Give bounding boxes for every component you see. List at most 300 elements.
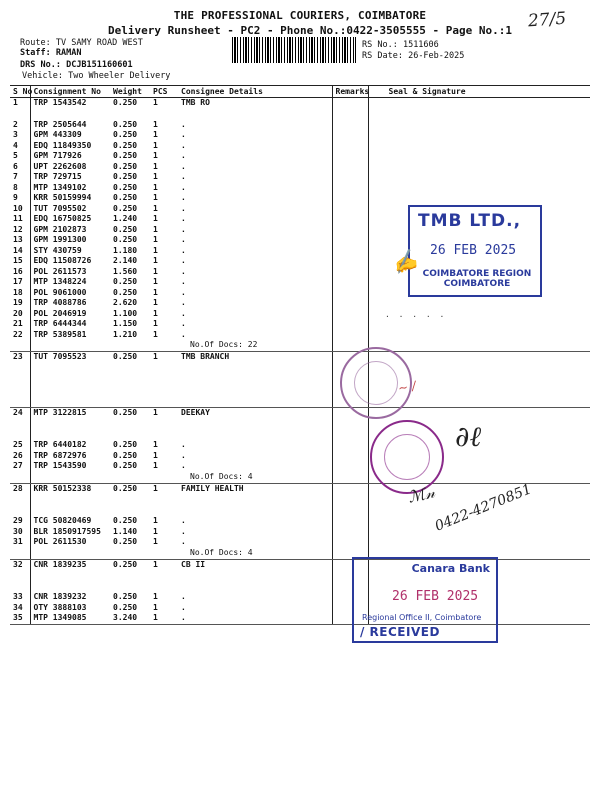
cell-pcs [150,429,178,440]
cell-consignee [178,494,332,505]
cell-remarks [332,256,368,267]
cell-consignee: . [181,130,186,139]
cell-consignee: . [181,245,186,255]
cell-sno: 26 [10,451,30,462]
table-row [10,319,590,330]
cell-remarks [332,429,368,440]
cell-remarks [332,330,368,341]
cell-remarks [332,537,368,548]
cell-weight: 2.140 [113,256,138,265]
cell-consignee: . [181,266,186,276]
cell-pcs: 1 [153,98,158,107]
cell-consignment: TRP 2505644 [33,119,87,129]
cell-consignee: . [181,203,186,213]
table-row [10,172,590,183]
cell-sno [10,472,30,484]
cell-weight [110,363,150,374]
cell-consignee: . [181,151,186,160]
cell-seal [368,298,590,309]
cell-consignee: . [181,440,186,449]
cell-pcs [150,548,178,560]
cell-remarks [332,309,368,320]
cell-seal [368,407,590,418]
cell-consignee: . [181,526,186,536]
cell-pcs [150,363,178,374]
cell-sno: 4 [10,141,30,152]
handwritten-phone: 0422-4270851 [432,481,534,535]
cell-pcs: 1 [153,592,158,601]
cell-consignee: . [181,172,186,181]
cell-pcs: 1 [153,214,158,223]
table-row [10,98,590,109]
staff-value: RAMAN [55,48,82,58]
cell-consignment: EDQ 16750825 [33,214,92,223]
cell-pcs: 1 [153,407,158,417]
cell-weight: 0.250 [113,224,138,234]
cell-seal [368,537,590,548]
cell-consignment: MTP 1349085 [30,613,110,624]
cell-weight: 1.560 [113,266,138,276]
cell-pcs: 1 [153,245,158,255]
cell-seal [368,330,590,341]
cell-pcs [150,340,178,352]
cell-weight [110,472,150,484]
cell-consignee [178,109,332,120]
cell-sno: 33 [10,592,30,603]
cell-seal [368,130,590,141]
cell-weight [110,505,150,516]
table-row [10,352,590,363]
signature-mark: ~ ∕ [396,378,418,396]
cell-seal [368,151,590,162]
cell-consignee: FAMILY HEALTH [181,483,244,493]
cell-sno: 5 [10,151,30,162]
cell-pcs [150,505,178,516]
cell-consignee: TMB RO [181,98,210,107]
cell-consignment: TRP 1543590 [33,461,87,470]
cell-weight: 0.250 [113,602,138,612]
cell-pcs: 1 [153,119,158,129]
cell-consignee: . [181,461,186,470]
cell-sno: 28 [10,483,30,494]
spacer-row [10,363,590,374]
cell-remarks [332,483,368,494]
cell-remarks [332,172,368,183]
cell-consignee: . [181,308,186,318]
cell-pcs: 1 [153,329,158,339]
cell-sno: 20 [10,309,30,320]
table-row [10,309,590,320]
cell-consignment: EDQ 11508726 [33,256,92,265]
cell-weight: 0.250 [113,516,138,525]
handwritten-date-note: 27/5 [527,8,567,32]
cell-consignment: BLR 1850917595 [33,526,101,536]
cell-weight [110,340,150,352]
cell-sno: 1 [10,98,30,109]
canara-bank-stamp: Canara Bank 26 FEB 2025 Regional Office II, Coimbatore / RECEIVED [352,557,498,643]
cell-weight: 0.250 [113,440,138,449]
rs-date-line: RS Date: 26-Feb-2025 [362,51,465,61]
cell-consignment: MTP 1349102 [33,182,87,192]
table-row [10,193,590,204]
cell-sno: 7 [10,172,30,183]
cell-consignee: . [181,516,186,525]
cell-seal [368,98,590,109]
signature-mark: ℳ𝓃 [406,482,437,507]
cell-sno: 21 [10,319,30,330]
table-row [10,183,590,194]
col-seal: Seal & Signature [368,86,590,98]
cell-remarks [332,472,368,484]
cell-pcs: 1 [153,266,158,276]
cell-consignment: TRP 6444344 [33,319,87,328]
spacer-row [10,396,590,408]
cell-pcs [150,494,178,505]
cell-pcs: 1 [153,287,158,297]
cell-consignment [30,570,110,581]
cell-pcs: 1 [153,559,158,569]
cell-seal [368,109,590,120]
cell-weight: 0.250 [113,140,138,150]
spacer-row [10,429,590,440]
cell-consignment: TRP 4088786 [33,298,87,307]
cell-sno [10,109,30,120]
cell-pcs: 1 [153,298,158,307]
runsheet-subtitle: Delivery Runsheet - PC2 - Phone No.:0422-3505555 - Page No.:1 [108,24,512,37]
cell-consignee [178,581,332,592]
cell-consignee: DEEKAY [181,407,210,417]
cell-weight: 0.250 [113,407,138,417]
table-row [10,298,590,309]
cell-weight: 1.100 [113,308,138,318]
cell-weight: 0.250 [113,161,138,171]
cell-pcs: 1 [153,140,158,150]
cell-consignment: TRP 6872976 [33,450,87,460]
cell-sno [10,548,30,560]
cell-weight: 0.250 [113,277,138,286]
cell-consignee [178,374,332,385]
cell-remarks [332,235,368,246]
cell-consignee [178,570,332,581]
spacer-row [10,581,590,592]
cell-consignment: EDQ 11849350 [33,140,92,150]
cell-weight [110,429,150,440]
cell-consignee: . [181,287,186,297]
cell-consignment [30,472,110,484]
cell-pcs: 1 [153,308,158,318]
cell-consignee [178,396,332,408]
cell-consignment [30,494,110,505]
spacer-row [10,570,590,581]
cell-seal [368,162,590,173]
cell-consignee: . [181,119,186,129]
cell-sno [10,374,30,385]
cell-consignment: MTP 1348224 [33,277,87,286]
cell-remarks [332,183,368,194]
cell-consignment: KRR 50152338 [33,483,92,493]
table-row [10,151,590,162]
spacer-row [10,418,590,429]
cell-weight: 1.150 [113,319,138,328]
cell-weight: 0.250 [113,193,138,202]
cell-consignment: POL 2046919 [33,308,87,318]
drs-line: DRS No.: DCJB151160601 [20,60,133,70]
cell-pcs: 1 [153,483,158,493]
cell-remarks [332,451,368,462]
cell-pcs [150,418,178,429]
cell-sno: 29 [10,516,30,527]
cell-consignee: . [178,613,332,624]
cell-consignee: . [181,161,186,171]
spacer-row [10,109,590,120]
cell-pcs [150,570,178,581]
cell-pcs: 1 [153,203,158,213]
cell-remarks [332,141,368,152]
table-row [10,461,590,472]
col-consignment: Consignment No [30,86,110,98]
cell-sno: 9 [10,193,30,204]
cell-pcs: 1 [153,516,158,525]
cell-seal [368,141,590,152]
cell-weight [110,418,150,429]
cell-sno [10,429,30,440]
company-title: THE PROFESSIONAL COURIERS, COIMBATORE [173,9,427,22]
cell-seal [368,340,590,352]
table-row [10,613,590,624]
cell-weight: 2.620 [113,298,138,307]
table-row [10,141,590,152]
cell-pcs: 1 [153,161,158,171]
cell-sno: 18 [10,288,30,299]
cell-sno: 6 [10,162,30,173]
ink-dots: · · · · · [385,312,447,321]
cell-weight: 0.250 [113,98,138,107]
cell-consignee: . [181,537,186,546]
cell-consignment: GPM 2102873 [33,224,87,234]
docs-count-row [10,472,590,484]
cell-pcs [150,109,178,120]
cell-pcs [150,374,178,385]
cell-sno: 2 [10,120,30,131]
cell-sno: 34 [10,603,30,614]
cell-consignee: . [181,450,186,460]
cell-weight: 0.250 [113,235,138,244]
cell-weight: 0.250 [113,592,138,601]
cell-weight: 0.250 [113,119,138,129]
cell-consignee [178,363,332,374]
cell-weight: 0.250 [113,537,138,546]
cell-remarks [332,151,368,162]
vehicle-line: Vehicle: Two Wheeler Delivery [22,71,171,81]
cell-weight: 0.250 [113,483,138,493]
cell-sno: 31 [10,537,30,548]
cell-remarks [332,214,368,225]
tmb-stamp: TMB LTD., 26 FEB 2025 COIMBATORE REGION COIMBATORE [408,205,542,297]
cell-consignment: GPM 1991300 [33,235,87,244]
cell-remarks [332,505,368,516]
cell-consignee: . [181,329,186,339]
cell-pcs: 1 [153,193,158,202]
cell-remarks [332,267,368,278]
table-row [10,440,590,451]
cell-consignee [178,385,332,396]
cell-consignee: . [181,256,186,265]
cell-consignment: TUT 7095523 [33,352,87,361]
table-row [10,120,590,131]
cell-sno [10,418,30,429]
cell-consignment [30,396,110,408]
docs-count-row [10,548,590,560]
cell-sno: 24 [10,407,30,418]
cell-pcs: 1 [153,172,158,181]
col-remarks: Remarks [332,86,368,98]
cell-seal [368,193,590,204]
cell-consignee [178,429,332,440]
cell-seal [368,120,590,131]
cell-weight [110,581,150,592]
cell-sno: 25 [10,440,30,451]
col-consignee: Consignee Details [178,86,332,98]
staff-line: Staff: RAMAN [20,48,82,58]
col-sno: S No [10,86,30,98]
table-row [10,407,590,418]
cell-pcs [150,385,178,396]
cell-pcs: 1 [153,450,158,460]
cell-remarks [332,516,368,527]
cell-sno [10,505,30,516]
cell-consignment: TRP 1543542 [33,98,87,107]
cell-sno [10,494,30,505]
cell-seal [368,172,590,183]
cell-consignment [30,418,110,429]
cell-sno: 11 [10,214,30,225]
rs-date-value: 26-Feb-2025 [408,51,465,61]
cell-consignee: . [181,592,186,601]
cell-sno: 30 [10,527,30,538]
cell-remarks [332,418,368,429]
cell-consignment [30,385,110,396]
spacer-row [10,385,590,396]
table-row [10,527,590,538]
cell-consignee: . [181,235,186,244]
drs-value: DCJB151160601 [66,60,133,70]
cell-pcs: 1 [153,151,158,160]
cell-pcs: 1 [153,602,158,612]
cell-pcs: 1 [153,182,158,192]
cell-sno: 19 [10,298,30,309]
cell-weight: 0.250 [113,287,138,297]
cell-consignment: POL 2611573 [33,266,87,276]
cell-remarks [332,109,368,120]
table-row [10,603,590,614]
cell-consignee: No.Of Docs: 22 [178,340,332,352]
cell-consignee [178,505,332,516]
cell-consignment: TRP 729715 [33,172,82,181]
cell-pcs: 1 [153,277,158,286]
cell-consignment [30,548,110,560]
cell-remarks [332,288,368,299]
cell-consignee: . [181,602,186,612]
cell-consignee: . [181,140,186,150]
cell-pcs: 1 [153,537,158,546]
route-value: TV SAMY ROAD WEST [55,38,143,48]
cell-weight: 0.250 [113,182,138,192]
cell-remarks [332,246,368,257]
cell-weight: 1.140 [113,526,138,536]
cell-pcs: 1 [153,461,158,470]
cell-sno: 14 [10,246,30,257]
cell-consignment: CNR 1839235 [33,559,87,569]
cell-sno: 22 [10,330,30,341]
cell-sno: 23 [10,352,30,363]
cell-pcs [150,472,178,484]
cell-consignment: GPM 717926 [33,151,82,160]
cell-sno [10,570,30,581]
cell-consignment: TRP 6440182 [33,440,87,449]
table-row [10,451,590,462]
cell-sno: 15 [10,256,30,267]
route-line: Route: TV SAMY ROAD WEST [20,38,143,48]
cell-consignment [30,340,110,352]
cell-pcs: 1 [150,613,178,624]
col-weight: Weight [110,86,150,98]
cell-consignee: . [181,277,186,286]
cell-sno: 3 [10,130,30,141]
vehicle-value: Two Wheeler Delivery [68,71,171,81]
cell-sno [10,340,30,352]
cell-sno: 32 [10,559,30,570]
cell-consignment: POL 2611530 [33,537,87,546]
cell-consignee: . [181,224,186,234]
cell-weight: 1.180 [113,245,138,255]
cell-consignee: . [181,193,186,202]
cell-consignee: . [181,319,186,328]
cell-remarks [332,440,368,451]
cell-consignee: . [181,214,186,223]
cell-pcs: 1 [153,130,158,139]
cell-consignee: . [181,182,186,192]
cell-remarks [332,98,368,109]
cell-consignee: CB II [181,559,206,569]
cell-weight [110,385,150,396]
cell-weight [110,396,150,408]
cell-consignment: UPT 2262608 [33,161,87,171]
cell-weight: 0.250 [113,450,138,460]
cell-weight: 3.240 [110,613,150,624]
cell-consignee: No.Of Docs: 4 [178,472,332,484]
cell-consignment: TCG 50820469 [33,516,92,525]
cell-sno: 35 [10,613,30,624]
cell-sno [10,363,30,374]
cell-sno: 10 [10,204,30,215]
cell-consignment: MTP 3122815 [33,407,87,417]
cell-remarks [332,130,368,141]
table-row [10,537,590,548]
cell-pcs: 1 [153,440,158,449]
table-row [10,162,590,173]
table-row [10,130,590,141]
cell-sno: 16 [10,267,30,278]
cell-sno: 17 [10,277,30,288]
cell-seal [368,183,590,194]
cell-weight: 0.250 [113,151,138,160]
cell-remarks [332,120,368,131]
cell-pcs: 1 [153,224,158,234]
cell-pcs: 1 [153,319,158,328]
cell-weight: 0.250 [113,130,138,139]
cell-remarks [332,298,368,309]
col-pcs: PCS [150,86,178,98]
